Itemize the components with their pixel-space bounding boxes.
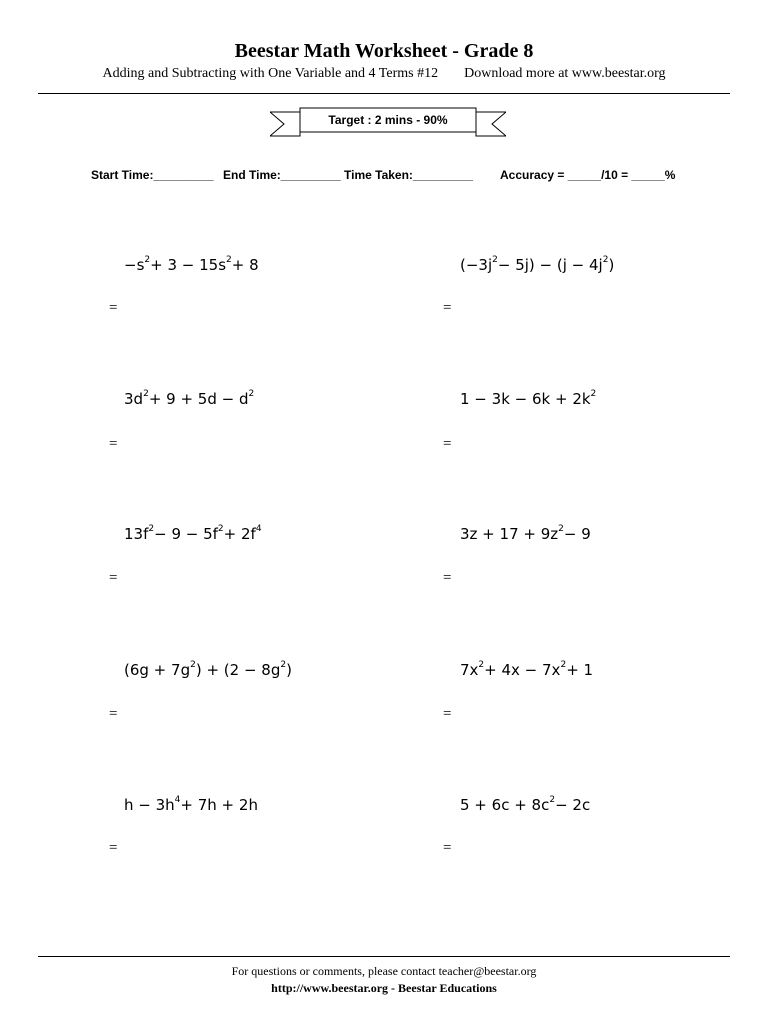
expression-text: + 8	[231, 256, 259, 274]
expression-text: − 9	[563, 525, 591, 543]
answer-8: =	[443, 706, 452, 722]
exponent: 2	[144, 255, 151, 265]
subtitle-topic: Adding and Subtracting with One Variable and 4 Terms #12	[102, 66, 439, 81]
expression-text: + 3 − 15s	[150, 256, 227, 274]
time-taken-field: Time Taken:_________	[344, 168, 473, 182]
exponent: 2	[560, 660, 567, 670]
exponent: 2	[478, 660, 485, 670]
expression-text: )	[608, 256, 615, 274]
expression-text: + 2f	[223, 525, 256, 543]
expression-text: 13f	[124, 525, 149, 543]
problem-2	[460, 256, 614, 274]
answer-1: =	[109, 300, 118, 316]
expression-text: (6g + 7g	[124, 661, 191, 679]
expression-text: 7x	[460, 661, 479, 679]
problem-8	[460, 661, 593, 679]
problem-4	[460, 390, 596, 408]
problem-9	[124, 796, 258, 814]
footer-link[interactable]: http://www.beestar.org - Beestar Educations	[271, 981, 497, 995]
expression-text: )	[286, 661, 292, 679]
expression-text: − 9 − 5f	[154, 525, 218, 543]
exponent: 2	[602, 255, 609, 265]
exponent: 2	[226, 255, 232, 265]
exponent: 2	[549, 795, 556, 805]
exponent: 2	[217, 524, 224, 534]
header-rule	[38, 93, 730, 94]
banner-right-ribbon	[476, 112, 506, 136]
accuracy-field: Accuracy = _____/10 = _____%	[500, 168, 676, 182]
expression-text: − 5j) − (j − 4j	[497, 256, 603, 274]
exponent: 2	[558, 524, 564, 534]
exponent: 4	[174, 795, 181, 805]
exponent: 2	[143, 389, 149, 399]
problem-5	[124, 525, 262, 543]
problem-1	[124, 256, 259, 274]
expression-text: + 1	[566, 661, 594, 679]
exponent: 2	[590, 389, 597, 399]
problem-7	[124, 661, 292, 679]
answer-2: =	[443, 300, 452, 316]
expression-text: + 9 + 5d − d	[148, 390, 249, 408]
answer-7: =	[109, 706, 118, 722]
expression-text: + 7h + 2h	[180, 796, 258, 814]
expression-text: 5 + 6c + 8c	[460, 796, 550, 814]
answer-9: =	[109, 840, 118, 856]
expression-text: + 4x − 7x	[484, 661, 561, 679]
answer-4: =	[443, 436, 452, 452]
download-note: Download more at www.beestar.org	[464, 66, 666, 81]
answer-5: =	[109, 570, 118, 586]
expression-text: h − 3h	[124, 796, 175, 814]
worksheet-subtitle	[0, 66, 768, 82]
expression-text: − 2c	[555, 796, 591, 814]
expression-text: 1 − 3k − 6k + 2k	[460, 390, 591, 408]
expression-text: ) + (2 − 8g	[195, 661, 281, 679]
footer-contact: For questions or comments, please contact teacher@beestar.org	[231, 964, 537, 978]
expression-text: −s	[124, 256, 145, 274]
exponent: 2	[492, 255, 498, 265]
problem-6	[460, 525, 591, 543]
problem-10	[460, 796, 590, 814]
problem-3	[124, 390, 254, 408]
exponent: 2	[148, 524, 155, 534]
expression-text: 3z + 17 + 9z	[460, 525, 559, 543]
exponent: 2	[190, 660, 196, 670]
target-label: Target : 2 mins - 90%	[328, 113, 448, 127]
exponent: 2	[280, 660, 287, 670]
answer-6: =	[443, 570, 452, 586]
exponent: 4	[255, 524, 262, 534]
end-time-field: End Time:_________	[223, 168, 341, 182]
footer-rule	[38, 956, 730, 957]
expression-text: (−3j	[460, 256, 493, 274]
answer-10: =	[443, 840, 452, 856]
banner-left-ribbon	[270, 112, 300, 136]
answer-3: =	[109, 436, 118, 452]
worksheet-title: Beestar Math Worksheet - Grade 8	[234, 40, 534, 62]
start-time-field: Start Time:_________	[91, 168, 214, 182]
exponent: 2	[248, 389, 255, 399]
expression-text: 3d	[124, 390, 144, 408]
